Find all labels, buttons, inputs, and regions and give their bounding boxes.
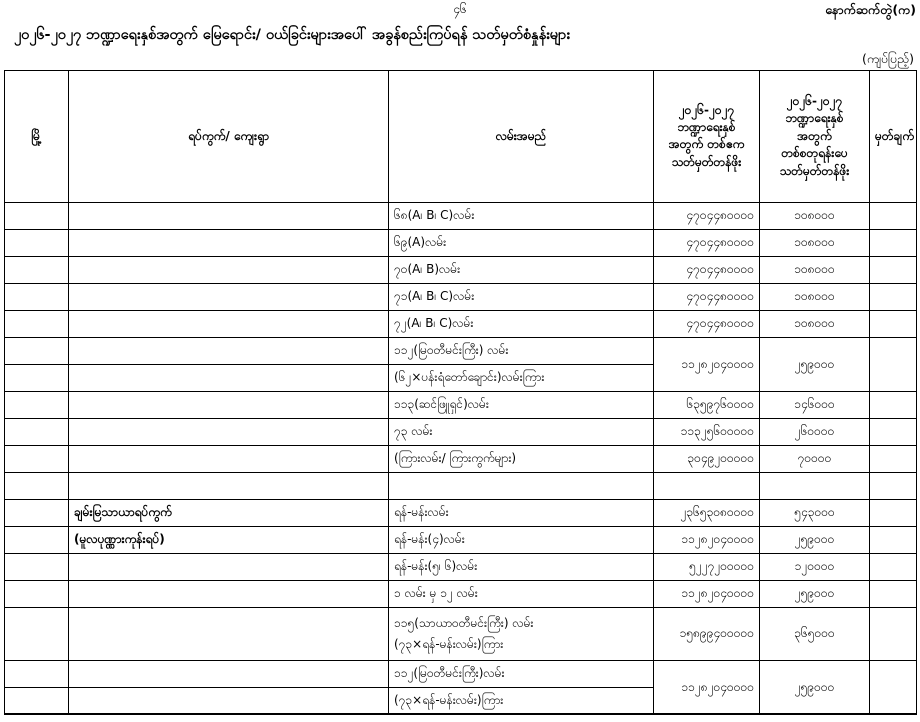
cell-street: ရန်-မန်း(၅၊ ၆)လမ်း [389,553,654,580]
cell-remark [870,418,917,445]
cell-per-sqft-value: ၂၅၉၀၀၀ [760,580,870,607]
top-line [0,1,920,21]
cell-street [389,472,654,499]
cell-town [5,526,69,553]
table-header [5,70,917,202]
cell-town [5,256,69,283]
appendix-label: နောက်ဆက်တွဲ(က) [825,2,916,17]
cell-street: ၆၉(A)လမ်း [389,229,654,256]
column-header-per-sqft: ၂၀၂၆-၂၀၂၇ ဘဏ္ဍာရေးနှစ် အတွက် တစ်စတုရန်းပေ သတ်မှတ်တန်ဖိုး [760,70,870,202]
cell-town [5,310,69,337]
header-row [5,70,917,202]
cell-per-acre-value: ၁၅၈၉၉၄၀၀၀၀၀ [654,607,760,660]
table-row [5,499,917,526]
cell-per-sqft-value: ၇၀၀၀၀ [760,445,870,472]
cell-ward [69,472,389,499]
cell-remark [870,472,917,499]
document-title: ၂၀၂၆-၂၀၂၇ ဘဏ္ဍာရေးနှစ်အတွက် မြေရောင်း/ ဝယ်ခြင်းများအပေါ် အခွန်စည်းကြပ်ရန် သတ်မှတ်စံနှုန်းများ [14,27,571,43]
cell-per-sqft-value: ၁၀၈၀၀၀ [760,202,870,229]
cell-town [5,229,69,256]
cell-town [5,391,69,418]
cell-per-acre-value: ၁၁၂၈၂၀၄၀၀၀၀ [654,337,760,391]
table-row [5,310,917,337]
cell-per-acre-value: ၂၃၆၅၃၀၈၀၀၀၀ [654,499,760,526]
cell-per-acre-value: ၄၇၀၄၄၈၀၀၀၀ [654,283,760,310]
column-header-street: လမ်းအမည် [389,70,654,202]
cell-per-sqft-value: ၁၀၈၀၀၀ [760,283,870,310]
cell-town [5,445,69,472]
cell-town [5,553,69,580]
cell-remark [870,202,917,229]
cell-remark [870,310,917,337]
cell-remark [870,256,917,283]
table-row [5,660,917,687]
cell-per-sqft-value: ၁၂၀၀၀၀ [760,553,870,580]
cell-per-acre-value: ၄၇၀၄၄၈၀၀၀၀ [654,229,760,256]
cell-remark [870,660,917,714]
cell-per-acre-value [654,472,760,499]
cell-ward [69,364,389,391]
cell-town [5,687,69,714]
cell-town [5,337,69,364]
cell-street: ၁၁၅(သာယာဝတီမင်းကြီး) လမ်း (၇၃×ရန်-မန်းလမ်း)ကြား [389,607,654,660]
cell-town [5,580,69,607]
cell-per-sqft-value: ၂၅၉၀၀၀ [760,337,870,391]
cell-remark [870,337,917,391]
cell-remark [870,391,917,418]
cell-remark [870,283,917,310]
cell-street: ၇၀(A၊ B)လမ်း [389,256,654,283]
table-row [5,445,917,472]
cell-per-sqft-value: ၁၀၈၀၀၀ [760,229,870,256]
table-row [5,256,917,283]
cell-per-sqft-value: ၂၅၉၀၀၀ [760,660,870,714]
cell-per-sqft-value: ၂၅၉၀၀၀ [760,526,870,553]
cell-per-sqft-value: ၁၀၈၀၀၀ [760,310,870,337]
cell-ward [69,418,389,445]
cell-street: ၇၃ လမ်း [389,418,654,445]
cell-remark [870,229,917,256]
cell-town [5,364,69,391]
cell-ward [69,202,389,229]
column-header-per-acre: ၂၀၂၆-၂၀၂၇ ဘဏ္ဍာရေးနှစ် အတွက် တစ်ဧက သတ်မှတ်တန်ဖိုး [654,70,760,202]
cell-ward [69,229,389,256]
cell-per-sqft-value: ၁၄၆၀၀၀ [760,391,870,418]
column-header-ward: ရပ်ကွက်/ ကျေးရွာ [69,70,389,202]
cell-per-sqft-value [760,472,870,499]
column-header-remark: မှတ်ချက် [870,70,917,202]
table-row [5,526,917,553]
cell-per-acre-value: ၄၇၀၄၄၈၀၀၀၀ [654,310,760,337]
table-row [5,553,917,580]
cell-ward [69,445,389,472]
cell-ward: ချမ်းမြသာယာရပ်ကွက် [69,499,389,526]
cell-street: ၇၁(A၊ B၊ C)လမ်း [389,283,654,310]
cell-per-acre-value: ၃၀၄၉၂၀၀၀၀၀ [654,445,760,472]
currency-unit-note: (ကျပ်ပြည့်) [861,51,914,67]
cell-ward [69,391,389,418]
table-row [5,337,917,364]
cell-town [5,418,69,445]
cell-ward [69,660,389,687]
table-row [5,580,917,607]
cell-ward [69,283,389,310]
cell-street: ၇၂(A၊ B၊ C)လမ်း [389,310,654,337]
cell-ward [69,580,389,607]
cell-per-acre-value: ၁၁၂၈၂၀၄၀၀၀၀ [654,526,760,553]
cell-per-sqft-value: ၃၆၅၀၀၀ [760,607,870,660]
table-row [5,607,917,660]
cell-town [5,660,69,687]
cell-street: ရန်-မန်းလမ်း [389,499,654,526]
cell-street: ၁၁၂(မြဝတီမင်းကြီး) လမ်း [389,337,654,364]
cell-town [5,283,69,310]
cell-ward [69,310,389,337]
cell-ward [69,687,389,714]
cell-remark [870,580,917,607]
cell-remark [870,526,917,553]
cell-per-acre-value: ၁၁၃၂၅၆၀၀၀၀၀ [654,418,760,445]
cell-town [5,607,69,660]
cell-per-sqft-value: ၁၀၈၀၀၀ [760,256,870,283]
cell-remark [870,607,917,660]
cell-street: (ကြားလမ်း/ ကြားကွက်များ) [389,445,654,472]
cell-ward [69,337,389,364]
cell-per-acre-value: ၆၃၅၉၇၆၀၀၀၀ [654,391,760,418]
cell-street: (၇၃×ရန်-မန်းလမ်း)ကြား [389,687,654,714]
cell-street: ၁၁၃(ဆင်ဖြူရှင်)လမ်း [389,391,654,418]
cell-remark [870,553,917,580]
cell-ward [69,553,389,580]
cell-per-acre-value: ၁၁၂၈၂၀၄၀၀၀၀ [654,580,760,607]
cell-ward: (မူလပုဏ္ဏားကုန်းရပ်) [69,526,389,553]
assessment-table [4,70,917,716]
table-body [5,202,917,714]
cell-town [5,499,69,526]
cell-remark [870,499,917,526]
cell-per-sqft-value: ၂၆၀၀၀၀ [760,418,870,445]
cell-per-acre-value: ၅၂၂၇၂၀၀၀၀၀ [654,553,760,580]
cell-street: (၆၂×ပန်းရံတော်ချောင်း)လမ်းကြား [389,364,654,391]
cell-town [5,472,69,499]
table-row [5,472,917,499]
cell-ward [69,256,389,283]
column-header-town: မြို့ [5,70,69,202]
cell-street: ၁၁၂(မြဝတီမင်းကြီး)လမ်း [389,660,654,687]
cell-per-acre-value: ၁၁၂၈၂၀၄၀၀၀၀ [654,660,760,714]
cell-street: ၆၈(A၊ B၊ C)လမ်း [389,202,654,229]
cell-town [5,202,69,229]
cell-per-acre-value: ၄၇၀၄၄၈၀၀၀၀ [654,256,760,283]
table-row [5,391,917,418]
table-row [5,418,917,445]
cell-ward [69,607,389,660]
cell-per-acre-value: ၄၇၀၄၄၈၀၀၀၀ [654,202,760,229]
table-row [5,283,917,310]
cell-remark [870,445,917,472]
table-row [5,202,917,229]
page-number: ၄၆ [453,2,467,16]
cell-street: ရန်-မန်း(၄)လမ်း [389,526,654,553]
cell-per-sqft-value: ၅၄၃၀၀၀ [760,499,870,526]
cell-street: ၁ လမ်း မှ ၁၂ လမ်း [389,580,654,607]
table-row [5,229,917,256]
